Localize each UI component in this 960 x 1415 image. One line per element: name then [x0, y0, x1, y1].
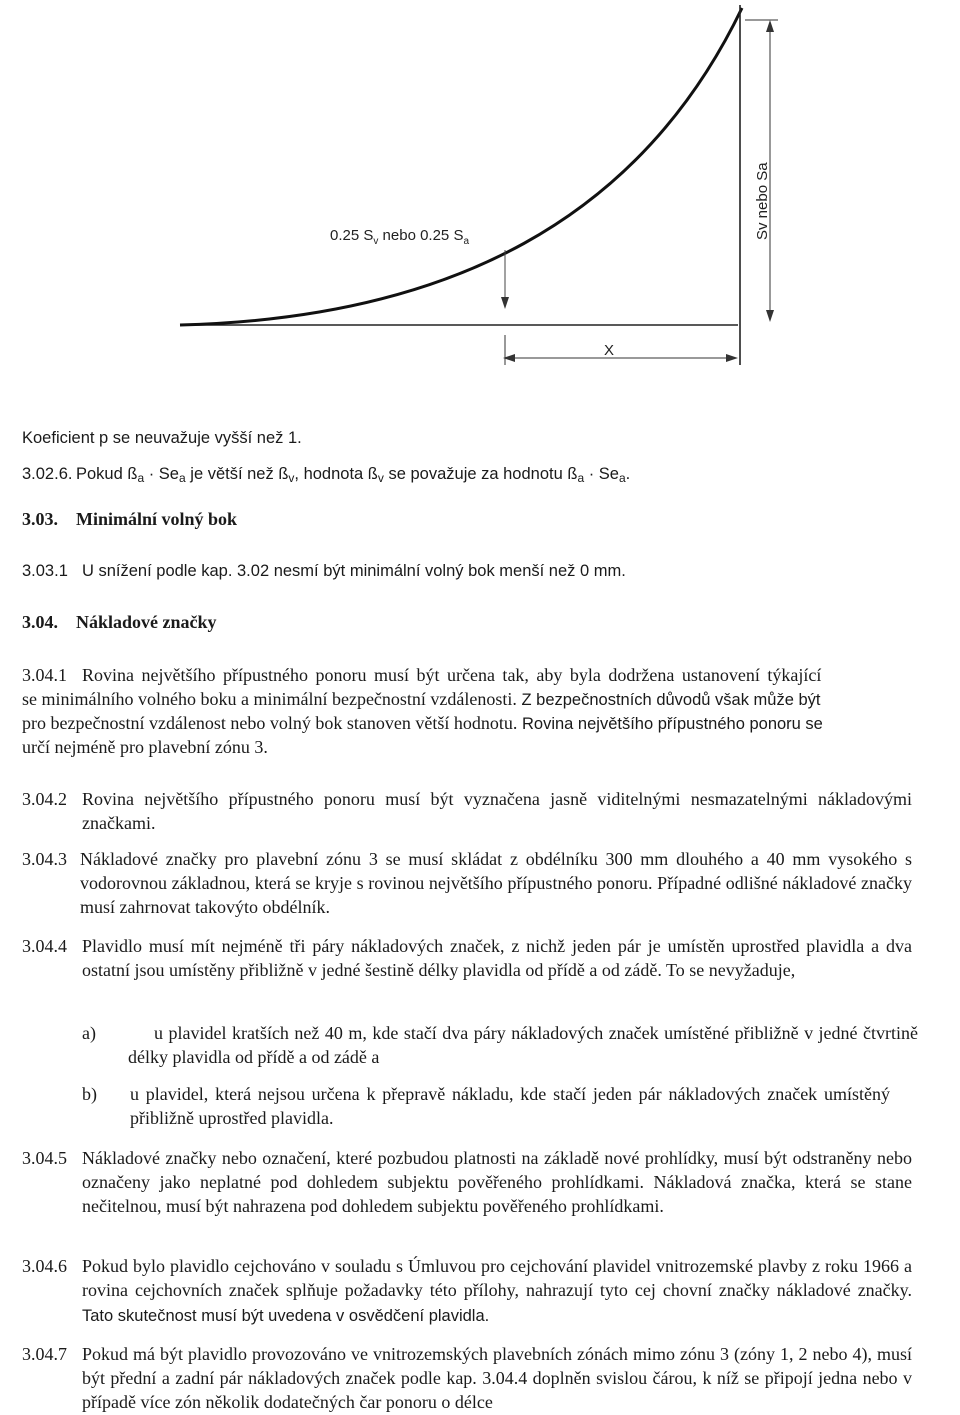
section-3026-text: Pokud $ß_a \cdot Se_a$ je větší než $ß_v$, hodnota $ß_v$ se považuje za hodnotu $ß_a \cdot Se_a$. [76, 465, 631, 485]
section-3047-text: Pokud má být plavidlo provozováno ve vnitrozemských plavebních zónách mimo zónu 3 (zóny 1, 2 nebo 4), musí být přední a zadní pár nákladových značek podle kap. 3.04.4 doplněn svislou čárou, k níž se připojí jedna nebo v případě více zón několik dodatečných čar ponoru o délce [82, 1344, 912, 1412]
arrow-up-icon [766, 20, 774, 32]
section-3041-line2: se minimálního volného boku a minimální bezpečnostní vzdálenosti. Z bezpečnostních důvodů však může být [22, 689, 821, 709]
heading-load-marks: Nákladové značky [76, 612, 217, 632]
section-number: 3.04.3 [22, 849, 67, 869]
section-number: 3.04.6 [22, 1256, 67, 1276]
section-3046-text: Pokud bylo plavidlo cejchováno v souladu s Úmluvou pro cejchování plavidel vnitrozemské plavby z roku 1966 a rovina cejchovních značek splňuje požadavky této přílohy, nahrazují tyto cej chovní značky nákladové značky. Tato skutečnost musí být uvedena v osvědčení plavidla. [82, 1256, 912, 1325]
section-number: 3.03.1 [22, 562, 68, 580]
heading-minimal-freeboard: Minimální volný bok [76, 509, 238, 529]
list-item-b: u plavidel, která nejsou určena k přepravě nákladu, kde stačí jeden pár nákladových značek umístěný přibližně uprostřed plavidla. [130, 1084, 890, 1128]
quarter-label: 0.25 $S_v$ nebo 0.25 $S_a$ [330, 227, 470, 247]
section-3041-line4: určí nejméně pro plavební zónu 3. [22, 737, 268, 757]
section-3041-line3: pro bezpečnostní vzdálenost nebo volný bok stanoven větší hodnotu. Rovina největšího přípustného ponoru se [22, 713, 823, 733]
arrow-down-icon [501, 297, 509, 309]
section-3041-line1: Rovina největšího přípustného ponoru musí být určena tak, aby byla dodržena ustanovení týkající [82, 665, 822, 685]
vertical-dimension-label: Sv nebo Sa [754, 162, 771, 240]
list-item-a: u plavidel kratších než 40 m, kde stačí dva páry nákladových značek umístěné přibližně v jedné čtvrtině délky plavidla od přídě a od zádě a [128, 1023, 918, 1067]
sheer-curve [180, 8, 742, 325]
section-number: 3.02.6. [22, 465, 73, 483]
section-3044-text: Plavidlo musí mít nejméně tři páry nákladových značek, z nichž jeden pár je umístěn uprostřed plavidla a dva ostatní jsou umístěny přibližně v jedné šestině délky plavidla od přídě a od zádě. To se nevyžaduje, [82, 936, 912, 980]
arrow-right-icon [726, 354, 738, 362]
section-number: 3.04.5 [22, 1148, 67, 1168]
heading-number: 3.03. [22, 509, 58, 529]
section-3042-text: Rovina největšího přípustného ponoru musí být vyznačena jasně viditelnými nesmazatelnými nákladovými značkami. [82, 789, 912, 833]
section-3043-text: Nákladové značky pro plavební zónu 3 se musí skládat z obdélníku 300 mm dlouhého a 40 mm vysokého s vodorovnou základnou, která se kryje s rovinou největšího přípustného ponoru. Případné odlišné nákladové značky musí zahrnovat takovýto obdélník. [80, 849, 912, 917]
section-number: 3.04.1 [22, 665, 67, 685]
section-number: 3.04.4 [22, 936, 67, 956]
heading-number: 3.04. [22, 612, 58, 632]
list-label-a: a) [82, 1023, 96, 1043]
section-3045-text: Nákladové značky nebo označení, které pozbudou platnosti na základě nové prohlídky, musí být odstraněny nebo označeny jako neplatné pod dohledem subjektu pověřeného prohlídkami. Nákladová značka, která se stane nečitelnou, musí být nahrazena pod dohledem subjektu pověřeného prohlídkami. [82, 1148, 912, 1216]
list-label-b: b) [82, 1084, 97, 1104]
section-3031-text: U snížení podle kap. 3.02 nesmí být minimální volný bok menší než 0 mm. [82, 562, 626, 580]
curve-figure [0, 0, 960, 400]
arrow-down-icon [766, 310, 774, 322]
coefficient-note: Koeficient p se neuvažuje vyšší než 1. [22, 429, 302, 447]
section-number: 3.04.2 [22, 789, 67, 809]
section-number: 3.04.7 [22, 1344, 67, 1364]
x-label: X [604, 342, 615, 359]
